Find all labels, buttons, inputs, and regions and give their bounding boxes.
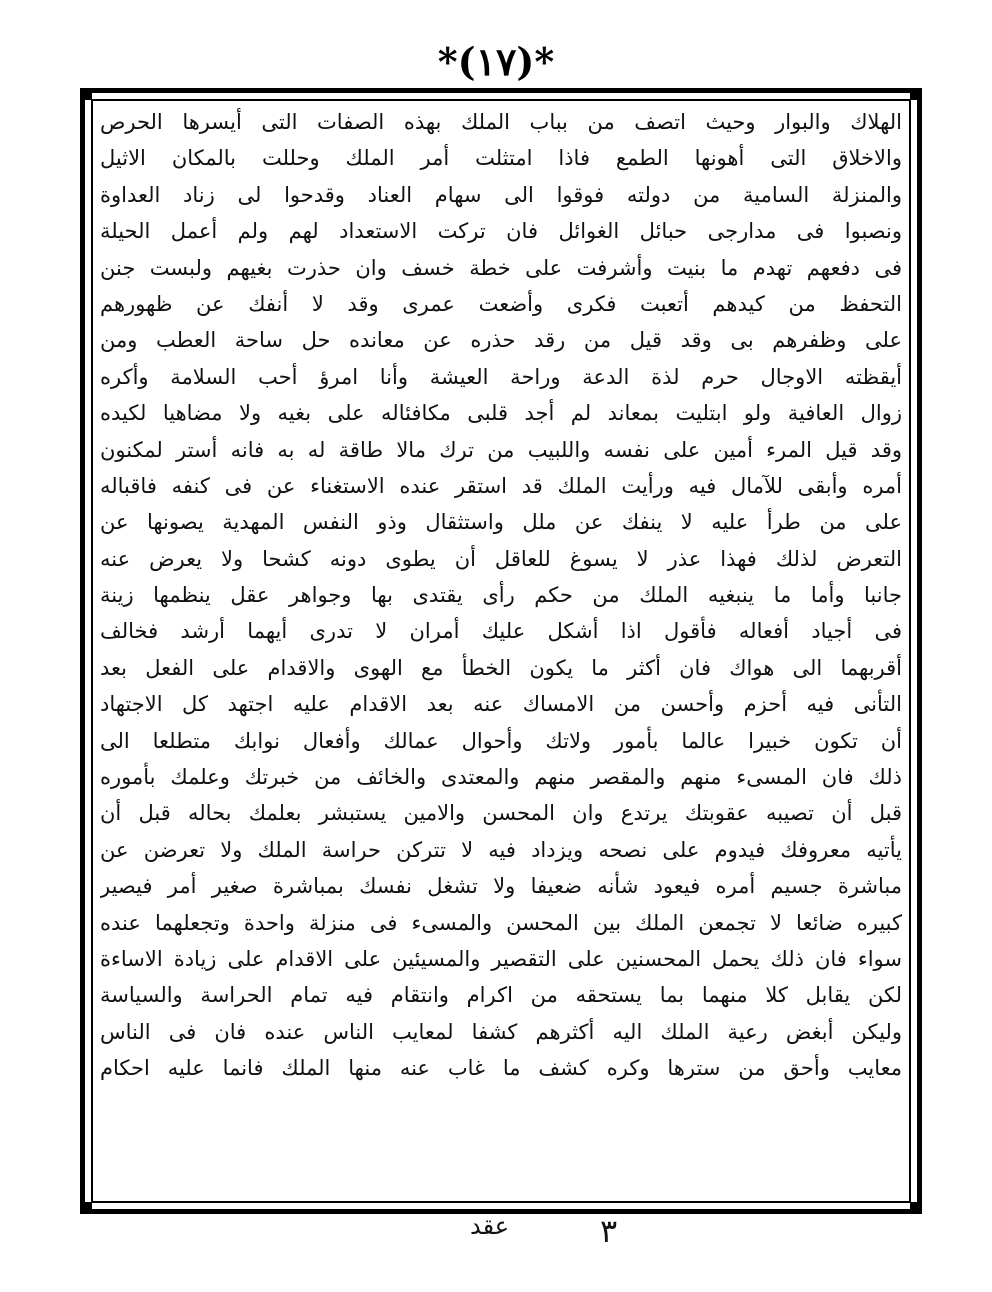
text-line: التحفظ من كيدهم أتعبت فكرى وأضعت عمرى وقد لا أنفك عن ظهورهم [100,291,902,316]
text-line: على من طرأ عليه لا ينفك عن ملل واستثقال وذو النفس المهدية يصونها عن [100,510,902,535]
text-line: التعرض لذلك فهذا عذر لا يسوغ للعاقل أن يطوى دونه كشحا ولا يعرض عنه [100,546,902,571]
catchword: عقد [470,1212,510,1240]
text-line: والمنزلة السامية من دولته فوقوا الى سهام العناد وقدحوا لى زناد العداوة [100,182,902,207]
text-line: وقد قيل المرء أمين على نفسه واللبيب من ترك مالا طاقة له به فانه أستر لمكنون [100,437,902,462]
text-line: قبل أن تصيبه عقوبتك يرتدع وان المحسن والامين يستبشر بعلمك بحاله قبل أن [100,801,902,826]
text-line: زوال العافية ولو ابتليت بمعاند لم أجد قلبى مكافئاله على بغيه ولا مضاهيا لكيده [100,401,902,426]
text-line: أن تكون خبيرا عالما بأمور ولاتك وأحوال عمالك وأفعال نوابك متطلعا الى [100,728,902,753]
text-line: كبيره ضائعا لا تجمعن الملك بين المحسن والمسىء فى منزلة واحدة وتجعلهما عنده [100,910,902,935]
text-line: ذلك فان المسىء منهم والمقصر منهم والمعتدى والخائف من خبرتك وعلمك بأموره [100,765,902,790]
text-line: ونصبوا فى مدارجى حبائل الغوائل فان تركت الاستعداد لهم ولم أعمل الحيلة [100,219,902,244]
text-line: أمره وأبقى للآمال فيه ورأيت الملك قد استقر عنده الاستغناء عن فى كنفه فاقباله [100,473,902,498]
page-number: *(١٧)* [437,39,555,84]
text-line: فى أجياد أفعاله فأقول اذا أشكل عليك أمران لا تدرى أيهما أرشد فخالف [100,619,902,644]
text-line: فى دفعهم تهدم ما بنيت وأشرفت على خطة خسف وان حذرت بغيهم ولبست جنن [100,255,902,280]
text-line: يأتيه معروفك فيدوم على نصحه ويزداد فيه لا تتركن حراسة الملك ولا تعرضن عن [100,837,902,862]
text-line: مباشرة جسيم أمره فيعود شأنه ضعيفا ولا تشغل نفسك بمباشرة صغير أمر فيصير [100,874,902,899]
text-line: جانبا وأما ما ينبغيه الملك من حكم رأى يقتدى بها وجواهر عقل ينظمها زينة [100,583,902,608]
text-line: معايب وأحق من سترها وكره كشف ما غاب عنه منها الملك فانما عليه احكام [100,1056,902,1081]
text-line: أقربهما الى هواك فان أكثر ما يكون الخطأ مع الهوى والاقدام على الفعل بعد [100,655,902,680]
border-corner-ornament [910,88,922,100]
text-line: الهلاك والبوار وحيث اتصف من بباب الملك بهذه الصفات التى أيسرها الحرص [100,110,902,134]
text-line: والاخلاق التى أهونها الطمع فاذا امتثلت أمر الملك وحللت بالمكان الاثيل [100,146,902,171]
text-line: وليكن أبغض رعية الملك اليه أكثرهم كشفا لمعايب الناس عنده فان فى الناس [100,1019,902,1044]
text-line: التأنى فيه أحزم وأحسن من الامساك عنه بعد الاقدام عليه اجتهد كل الاجتهاد [100,692,902,717]
text-line: لكن يقابل كلا منهما بما يستحقه من اكرام وانتقام فيه تمام الحراسة والسياسة [100,983,902,1008]
signature-mark: ٣ [600,1212,618,1250]
border-corner-ornament [80,88,92,100]
body-text [100,104,902,1196]
border-corner-ornament [910,1202,922,1214]
text-line: أيقظته الاوجال حرم لذة الدعة وراحة العيشة وأنا امرؤ أحب السلامة وأكره [100,364,902,389]
text-line: على وظفرهم بى وقد قيل من رقد حذره عن معانده حل ساحة العطب ومن [100,328,902,353]
border-corner-ornament [80,1202,92,1214]
text-line: سواء فان ذلك يحمل المحسنين على التقصير والمسيئين على الاقدام على زيادة الاساءة [100,946,902,971]
